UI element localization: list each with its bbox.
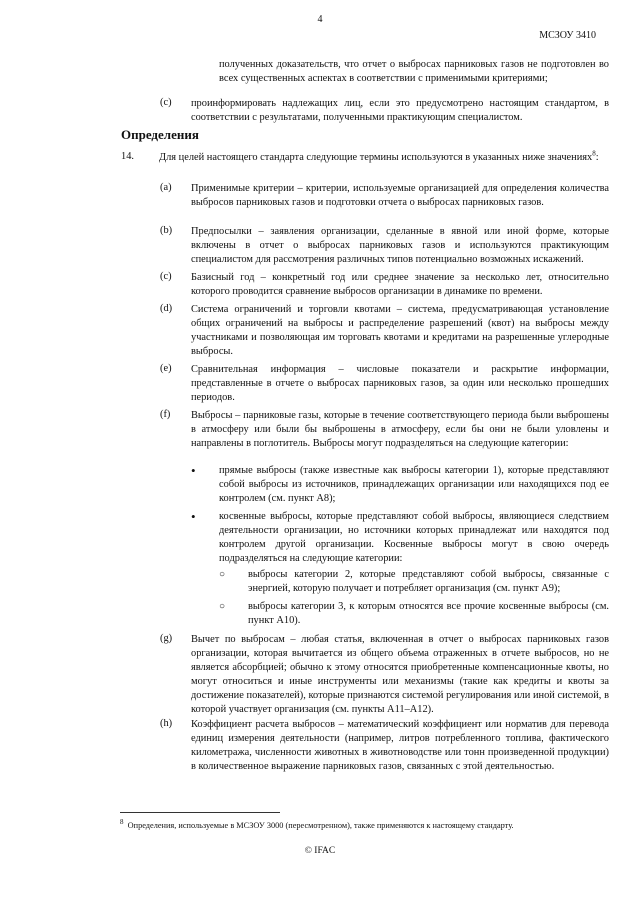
- paragraph-colon: :: [595, 152, 599, 163]
- footnote: [120, 820, 610, 831]
- definition-label: (a): [160, 182, 172, 193]
- definition-label: (g): [160, 633, 173, 644]
- page-number: 4: [317, 14, 323, 25]
- paragraph-number: 14.: [121, 151, 134, 162]
- definition-text: Базисный год – конкретный год или среднее значение за несколько лет, относительно которого проводится сравнение выбросов организации в динамике по времени.: [191, 272, 609, 297]
- sub-bullet-marker: ○: [219, 601, 226, 612]
- definition-label: (d): [160, 303, 173, 314]
- definition-text: Вычет по выбросам – любая статья, включенная в отчет о выбросах парниковых газов организации, которая вычитается из общего объема отраженных в отчете выбросов, но не является абсорбцией; обычно к этому относятся приобретенные компенсационные квоты, но могут относиться и иные инструменты или механизмы (такие как кредиты и квоты за достижение показателей), которые признаются системой регулирования или иной системой, в которой участвует организация (см. пункты A11–A12).: [191, 634, 609, 715]
- bullet-text: косвенные выбросы, которые представляют собой выбросы, являющиеся следствием деятельности организации, но источники которых принадлежат или находятся под контролем другой организации. Косвенные выбросы могут в свою очередь подразделяться на следующие категории:: [219, 511, 609, 564]
- bullet-marker: •: [191, 509, 196, 524]
- definition-label: (f): [160, 409, 171, 420]
- paragraph-body: Для целей настоящего стандарта следующие термины используются в указанных ниже значениях: [159, 152, 593, 163]
- sub-bullet-text: выбросы категории 3, к которым относятся все прочие косвенные выбросы (см. пункт A10).: [248, 601, 609, 626]
- definition-label: (e): [160, 363, 172, 374]
- definition-label: (b): [160, 225, 173, 236]
- definition-text: Сравнительная информация – числовые показатели и раскрытие информации, представленные в отчете о выбросах парниковых газов, за один или несколько прошедших периодов.: [191, 364, 609, 403]
- footnote-number: 8: [120, 818, 124, 827]
- definition-label: (c): [160, 271, 172, 282]
- item-text: проинформировать надлежащих лиц, если это предусмотрено настоящим стандартом, в соответствии с результатами, полученными практикующим специалистом.: [191, 98, 609, 123]
- footnote-reference[interactable]: 8: [592, 149, 596, 158]
- definition-text: Выбросы – парниковые газы, которые в течение соответствующего периода были выброшены в атмосферу или были бы выброшены в атмосферу, если бы они не были уловлены и направлены в поглотитель. Выбросы могут подразделяться на следующие категории:: [191, 410, 609, 449]
- sub-bullet-text: выбросы категории 2, которые представляют собой выбросы, связанные с энергией, которую получает и потребляет организация (см. пункт A9);: [248, 569, 609, 594]
- definition-text: Коэффициент расчета выбросов – математический коэффициент или норматив для перевода единиц измерения деятельности (например, литров потребленного топлива, фактического километража, численности животных в животноводстве или тонн произведенной продукции) в количественное выражение парниковых газов, связанных с этой деятельностью.: [191, 719, 609, 772]
- footnote-text: Определения, используемые в МСЗОУ 3000 (пересмотренном), также применяются к настоящему стандарту.: [127, 821, 514, 830]
- definition-text: Применимые критерии – критерии, используемые организацией для определения количества выбросов парниковых газов и подготовки отчета о выбросах парниковых газов.: [191, 183, 609, 208]
- section-heading: Определения: [121, 127, 199, 142]
- footnote-divider: [120, 812, 280, 813]
- document-code: МСЗОУ 3410: [539, 30, 596, 41]
- definition-text: Предпосылки – заявления организации, сделанные в явной или иной форме, которые включены в отчет о выбросах парниковых газов и используются практикующим специалистом для рассмотрения различных типов потенциально возможных искажений.: [191, 226, 609, 265]
- sub-bullet-marker: ○: [219, 569, 226, 580]
- bullet-text: прямые выбросы (также известные как выбросы категории 1), которые представляют собой выбросы из источников, принадлежащих организации или находящихся под ее контролем (см. пункт A8);: [219, 465, 609, 504]
- bullet-marker: •: [191, 463, 196, 478]
- definition-label: (h): [160, 718, 173, 729]
- copyright-notice: © IFAC: [304, 846, 336, 856]
- continuation-text: полученных доказательств, что отчет о выбросах парниковых газов не подготовлен во всех существенных аспектах в соответствии с применимыми критериями;: [219, 59, 609, 84]
- item-label: (c): [160, 97, 172, 108]
- paragraph-text: [159, 151, 609, 165]
- definition-text: Система ограничений и торговли квотами – система, предусматривающая установление общих ограничений на выбросы и распределение разрешений (квот) на выбросы между участниками и позволяющая им торговать квотами и кредитами на разрешенные углеродные выбросы.: [191, 304, 609, 357]
